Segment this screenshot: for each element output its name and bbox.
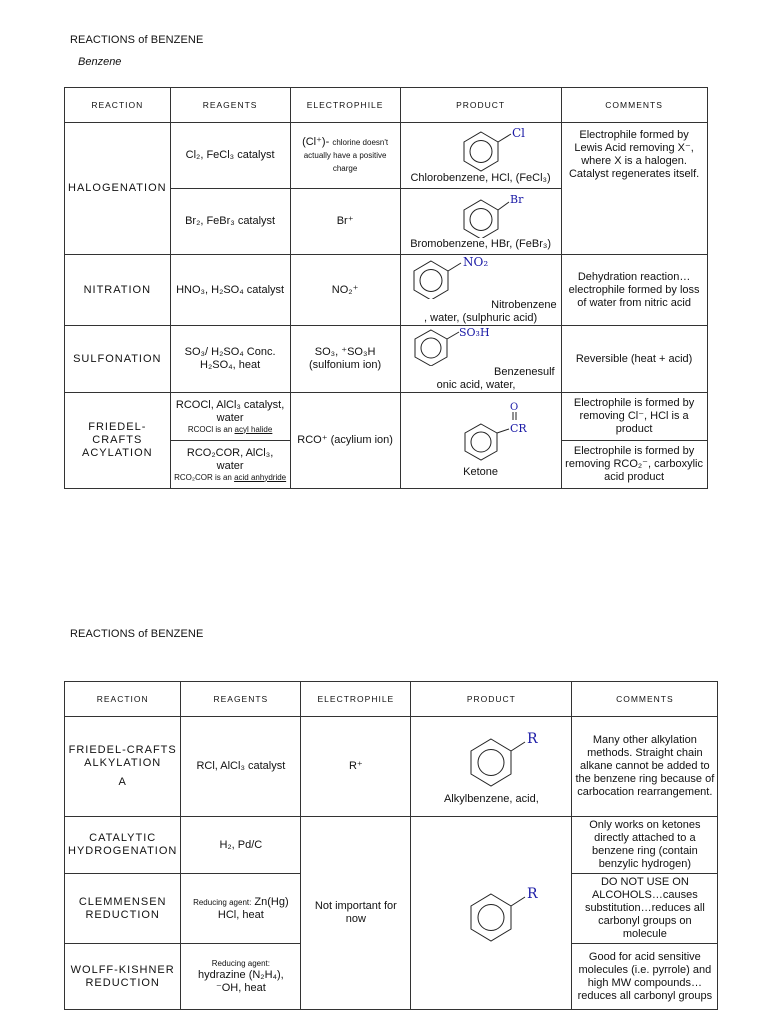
electrophile-bromine: Br⁺: [290, 189, 400, 255]
alkylbenzene-reduced-structure-icon: [431, 882, 551, 944]
reagents-chlorination: Cl₂, FeCl₃ catalyst: [170, 123, 290, 189]
chlorobenzene-structure-icon: [421, 126, 541, 172]
product-label: Ketone: [463, 466, 499, 478]
header-reagents: REAGENTS: [170, 88, 290, 123]
product-label: Chlorobenzene, HCl, (FeCl₃): [410, 172, 551, 184]
reagents-acid-anhydride-note: RCO₂COR is an: [174, 472, 235, 482]
header-comments: COMMENTS: [572, 682, 718, 717]
reagents-acid-anhydride-main: RCO₂COR, AlCl₃, water: [186, 446, 274, 472]
reagents-wolff-kishner-main: hydrazine (N₂H₄), ⁻OH, heat: [197, 968, 284, 994]
product-nitrobenzene: [400, 255, 561, 326]
reaction-fc-alkylation: [65, 717, 181, 817]
product-benzenesulfonic-acid: [400, 326, 561, 393]
reaction-halogenation: HALOGENATION: [65, 123, 171, 255]
substituent-label: Br: [509, 193, 523, 206]
reaction-wolff-kishner: WOLFF-KISHNER REDUCTION: [65, 944, 181, 1010]
substituent-label: Cl: [511, 126, 525, 140]
electrophile-carbocation: R⁺: [301, 717, 411, 817]
comments-nitration: Dehydration reaction… electrophile formed by loss of water from nitric acid: [561, 255, 707, 326]
electrophile-sulfonium: SO₃, ⁺SO₃H (sulfonium ion): [290, 326, 400, 393]
header-electrophile: ELECTROPHILE: [301, 682, 411, 717]
product-label: Benzenesulf: [494, 366, 555, 378]
reagents-clemmensen-main: Zn(Hg) HCl, heat: [217, 895, 289, 921]
substituent-label: SO₃H: [458, 326, 490, 339]
reagents-acid-anhydride-term: acid anhydride: [234, 472, 287, 482]
reagents-acyl-halide-main: RCOCl, AlCl₃ catalyst, water: [175, 398, 285, 424]
reagents-clemmensen-label: Reducing agent:: [193, 897, 252, 907]
reaction-clemmensen: CLEMMENSEN REDUCTION: [65, 874, 181, 944]
reagents-wolff-kishner-label: Reducing agent:: [211, 958, 270, 968]
product-label-continued: onic acid, water,: [436, 379, 516, 391]
reactions-table-1: [64, 87, 708, 489]
comments-clemmensen: DO NOT USE ON ALCOHOLS…causes substitution…reduces all carbonyl groups on molecule: [572, 874, 718, 944]
reactions-table-2: [64, 681, 718, 1010]
reagents-bromination: Br₂, FeBr₃ catalyst: [170, 189, 290, 255]
reaction-sulfonation: SULFONATION: [65, 326, 171, 393]
header-product: PRODUCT: [400, 88, 561, 123]
header-reaction: REACTION: [65, 88, 171, 123]
page-title-2: REACTIONS of BENZENE: [70, 628, 204, 640]
product-label: Bromobenzene, HBr, (FeBr₃): [410, 238, 551, 250]
product-ketone: [400, 393, 561, 489]
comments-fc-alkylation: Many other alkylation methods. Straight chain alkane cannot be added to the benzene ring because of carbocation rearrangement.: [572, 717, 718, 817]
table-row: [65, 393, 708, 441]
product-label-continued: , water, (sulphuric acid): [424, 312, 538, 324]
electrophile-nitronium: NO₂⁺: [290, 255, 400, 326]
header-comments: COMMENTS: [561, 88, 707, 123]
table-header-row: [65, 682, 718, 717]
comments-halogenation: Electrophile formed by Lewis Acid removing X⁻, where X is a halogen. Catalyst regenerates itself.: [561, 123, 707, 255]
ketone-structure-icon: [421, 402, 541, 466]
comments-acyl-halide: Electrophile is formed by removing Cl⁻, HCl is a product: [561, 393, 707, 441]
alkylbenzene-structure-icon: [431, 727, 551, 789]
page-subtitle: Benzene: [78, 56, 122, 68]
table-row: [65, 123, 708, 189]
page-title: REACTIONS of BENZENE: [70, 34, 204, 46]
reagents-nitration: HNO₃, H₂SO₄ catalyst: [170, 255, 290, 326]
reaction-fc-acylation: FRIEDEL-CRAFTS ACYLATION: [65, 393, 171, 489]
table-row: [65, 326, 708, 393]
product-alkylbenzene-reduced: [411, 817, 572, 1010]
reaction-fc-alkylation-mark: A: [118, 776, 127, 788]
benzenesulfonic-acid-structure-icon: [407, 326, 527, 366]
table-row: [65, 817, 718, 874]
header-electrophile: ELECTROPHILE: [290, 88, 400, 123]
product-label: Alkylbenzene, acid,: [443, 793, 539, 805]
header-product: PRODUCT: [411, 682, 572, 717]
substituent-label: R: [527, 731, 538, 747]
product-chlorobenzene: [400, 123, 561, 189]
comments-acid-anhydride: Electrophile is formed by removing RCO₂⁻, carboxylic acid product: [561, 441, 707, 489]
product-bromobenzene: [400, 189, 561, 255]
table-row: [65, 255, 708, 326]
substituent-label: R: [527, 886, 538, 902]
header-reagents: REAGENTS: [181, 682, 301, 717]
comments-sulfonation: Reversible (heat + acid): [561, 326, 707, 393]
electrophile-chlorine-note: chlorine doesn't actually have a positive charge: [303, 138, 389, 173]
comments-catalytic-hydrogenation: Only works on ketones directly attached to a benzene ring (contain benzylic hydrogen): [572, 817, 718, 874]
reagents-acyl-halide-note: RCOCl is an: [187, 424, 235, 434]
reagents-catalytic-hydrogenation: H₂, Pd/C: [181, 817, 301, 874]
product-alkylbenzene: [411, 717, 572, 817]
reaction-catalytic-hydrogenation: CATALYTIC HYDROGENATION: [65, 817, 181, 874]
nitrobenzene-structure-icon: [407, 255, 527, 299]
product-label: Nitrobenzene: [491, 299, 557, 311]
reagents-sulfonation: SO₃/ H₂SO₄ Conc. H₂SO₄, heat: [170, 326, 290, 393]
electrophile-acylium: RCO⁺ (acylium ion): [290, 393, 400, 489]
reaction-nitration: NITRATION: [65, 255, 171, 326]
reagents-clemmensen: [181, 874, 301, 944]
reagents-wolff-kishner: [181, 944, 301, 1010]
bromobenzene-structure-icon: [421, 192, 541, 238]
header-reaction: REACTION: [65, 682, 181, 717]
reagents-fc-alkylation: RCl, AlCl₃ catalyst: [181, 717, 301, 817]
reagents-acyl-halide-term: acyl halide: [234, 424, 273, 434]
electrophile-chlorine: [290, 123, 400, 189]
reagents-acid-anhydride: [170, 441, 290, 489]
reagents-acyl-halide: [170, 393, 290, 441]
substituent-label: CR: [509, 422, 527, 435]
reaction-fc-alkylation-name: FRIEDEL-CRAFTS ALKYLATION: [68, 744, 177, 769]
electrophile-reductions: Not important for now: [301, 817, 411, 1010]
comments-wolff-kishner: Good for acid sensitive molecules (i.e. pyrrole) and high MW compounds… reduces all carbonyl groups: [572, 944, 718, 1010]
table-row: [65, 717, 718, 817]
table-header-row: [65, 88, 708, 123]
carbonyl-oxygen-label: O: [509, 402, 518, 413]
electrophile-chlorine-main: (Cl⁺)-: [302, 136, 330, 148]
substituent-label: NO₂: [462, 255, 488, 269]
